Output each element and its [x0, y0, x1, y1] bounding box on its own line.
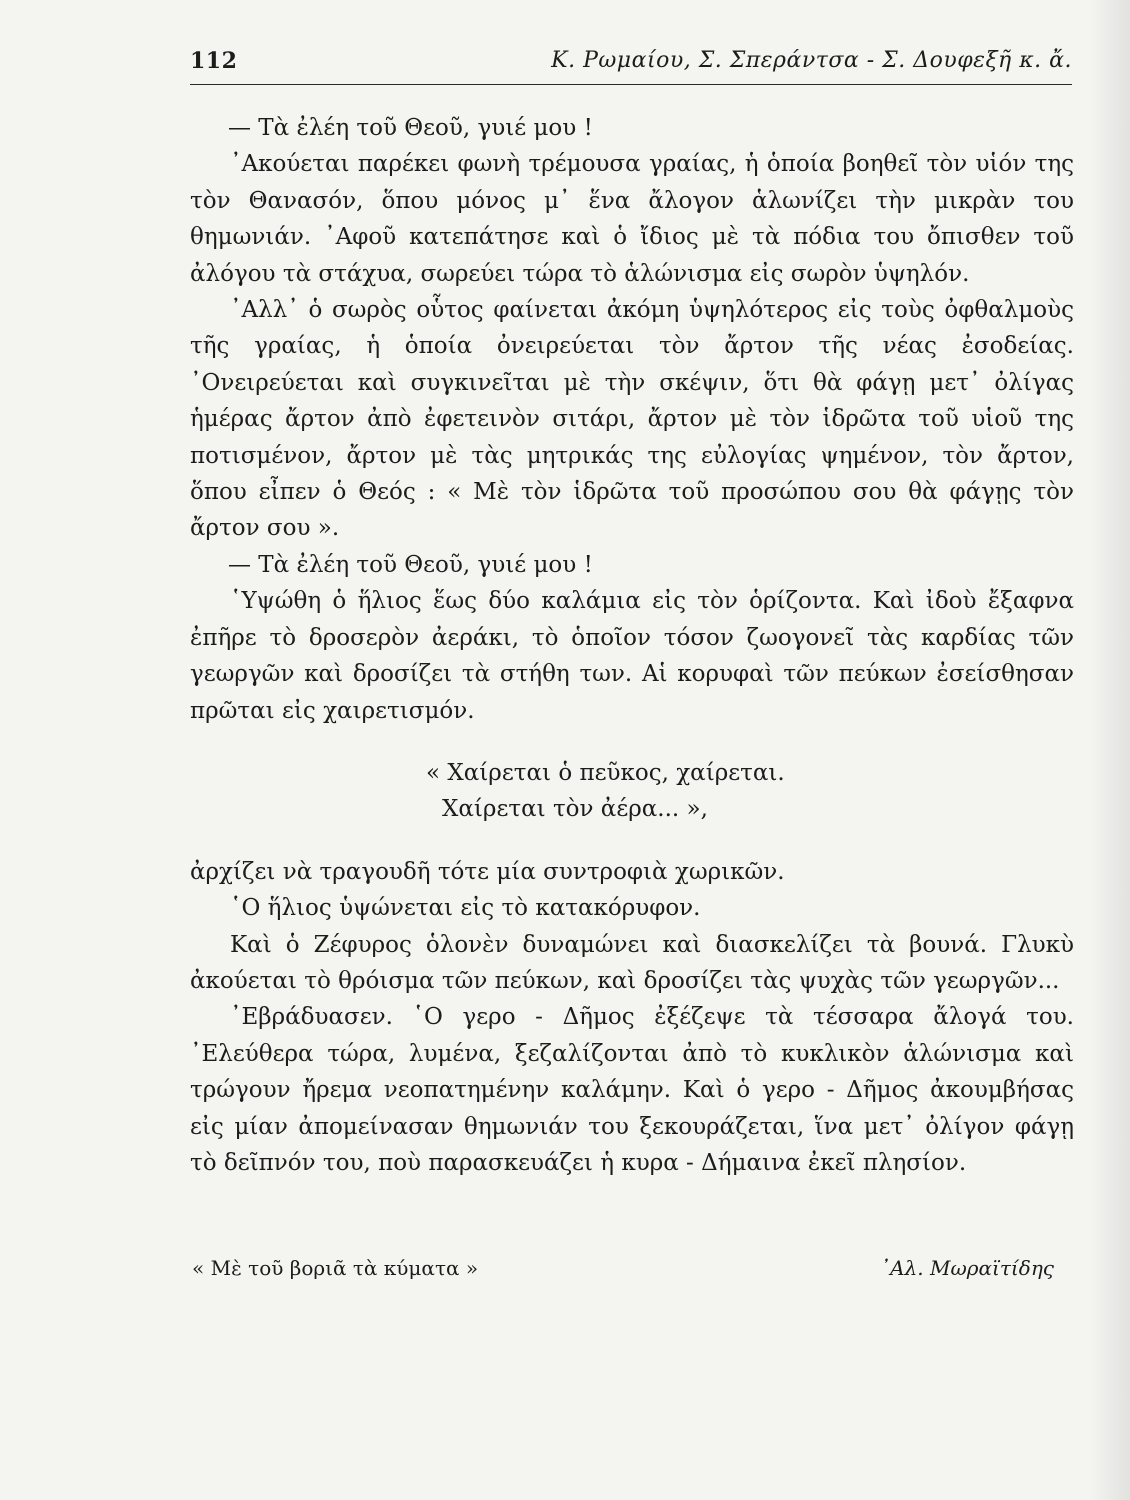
- verse-line: Χαίρεται τὸν ἀέρα... »,: [442, 796, 708, 823]
- running-title: Κ. Ρωμαίου, Σ. Σπεράντσα - Σ. Δουφεξῆ κ. ἄ.: [551, 48, 1072, 73]
- paragraph: Καὶ ὁ Ζέφυρος ὁλονὲν δυναμώνει καὶ διασκελίζει τὰ βουνά. Γλυκὺ ἀκούεται τὸ θρόισμα τῶν πεύκων, καὶ δροσίζει τὰς ψυχὰς τῶν γεωργῶν...: [190, 931, 1074, 994]
- paragraph: ᾿Αλλ᾿ ὁ σωρὸς οὗτος φαίνεται ἀκόμη ὑψηλότερος εἰς τοὺς ὀφθαλμοὺς τῆς γραίας, ἡ ὁποία ὀνειρεύεται τὸν ἄρτον τῆς νέας ἐσοδείας. ᾿Ονειρεύεται καὶ συγκινεῖται μὲ τὴν σκέψιν, ὅτι θὰ φάγῃ μετ᾿ ὀλίγας ἡμέρας ἄρτον ἀπὸ ἐφετεινὸν σιτάρι, ἄρτον μὲ τὸν ἱδρῶτα τοῦ υἱοῦ της ποτισμένον, ἄρτον μὲ τὰς μητρικάς της εὐλογίας ψημένον, τὸν ἄρτον, ὅπου εἶπεν ὁ Θεός : « Μὲ τὸν ἱδρῶτα τοῦ προσώπου σου θὰ φάγῃς τὸν ἄρτον σου ».: [190, 297, 1074, 542]
- paragraph: ᾿Ακούεται παρέκει φωνὴ τρέμουσα γραίας, ἡ ὁποία βοηθεῖ τὸν υἱόν της τὸν Θανασόν, ὅπου μόνος μ᾿ ἕνα ἄλογον ἁλωνίζει τὴν μικρὰν του θημωνιάν. ᾿Αφοῦ κατεπάτησε καὶ ὁ ἴδιος μὲ τὰ πόδια του ὄπισθεν τοῦ ἀλόγου τὰ στάχυα, σωρεύει τώρα τὸ ἁλώνισμα εἰς σωρὸν ὑψηλόν.: [190, 151, 1074, 287]
- citation-author: ᾿Αλ. Μωραϊτίδης: [880, 1256, 1054, 1280]
- paragraph: ἀρχίζει νὰ τραγουδῆ τότε μία συντροφιὰ χωρικῶν.: [190, 858, 785, 885]
- paragraph: — Τὰ ἐλέη τοῦ Θεοῦ, γυιέ μου !: [228, 115, 593, 141]
- page-edge-shadow: [1090, 0, 1130, 1500]
- verse-quote: [190, 755, 1074, 828]
- body-text: [190, 110, 1074, 1181]
- paragraph: — Τὰ ἐλέη τοῦ Θεοῦ, γυιέ μου !: [228, 551, 593, 578]
- citation-source: « Μὲ τοῦ βοριᾶ τὰ κύματα »: [192, 1256, 479, 1280]
- header-rule: [190, 84, 1072, 85]
- paragraph: ᾿Εβράδυασεν. ῾Ο γερο - Δῆμος ἐξέζεψε τὰ τέσσαρα ἄλογά του. ᾿Ελεύθερα τώρα, λυμένα, ξεζαλίζονται ἀπὸ τὸ κυκλικὸν ἁλώνισμα καὶ τρώγουν ἤρεμα νεοπατημένην καλάμην. Καὶ ὁ γερο - Δῆμος ἀκουμβήσας εἰς μίαν ἀπομείνασαν θημωνιάν του ξεκουράζεται, ἵνα μετ᾿ ὀλίγον φάγῃ τὸ δεῖπνόν του, ποὺ παρασκευάζει ἡ κυρα - Δήμαινα ἐκεῖ πλησίον.: [190, 1004, 1074, 1176]
- citation: [192, 1256, 1054, 1296]
- paragraph: ῾Υψώθη ὁ ἥλιος ἕως δύο καλάμια εἰς τὸν ὁρίζοντα. Καὶ ἰδοὺ ἔξαφνα ἐπῆρε τὸ δροσερὸν ἀεράκι, τὸ ὁποῖον τόσον ζωογονεῖ τὰς καρδίας τῶν γεωργῶν καὶ δροσίζει τὰ στήθη των. Αἱ κορυφαὶ τῶν πεύκων ἐσείσθησαν πρῶται εἰς χαιρετισμόν.: [190, 588, 1074, 724]
- verse-line: « Χαίρεται ὁ πεῦκος, χαίρεται.: [426, 759, 785, 786]
- page-number: 112: [190, 48, 238, 74]
- paragraph: ῾Ο ἥλιος ὑψώνεται εἰς τὸ κατακόρυφον.: [230, 895, 701, 922]
- page-header: [190, 46, 1072, 80]
